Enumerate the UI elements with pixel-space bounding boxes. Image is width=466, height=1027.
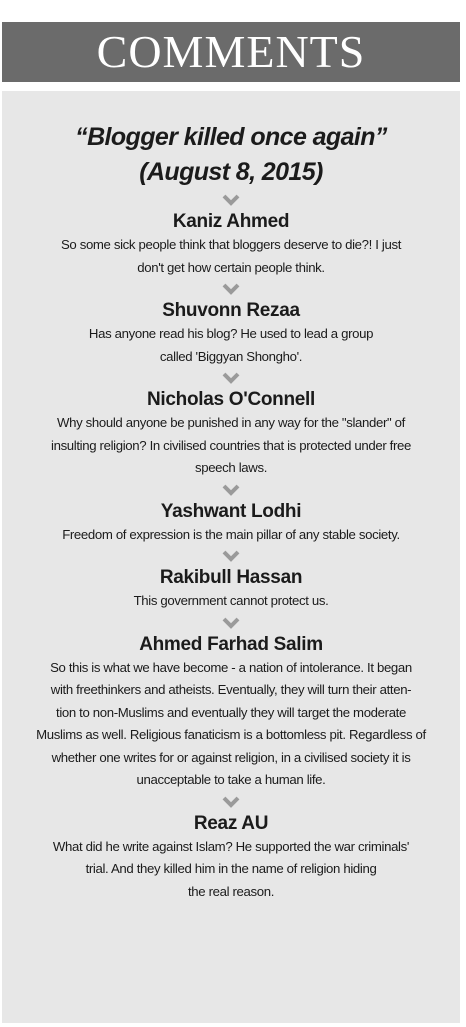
comment-item: [2, 812, 460, 904]
comment-text: [33, 412, 429, 480]
comment-item: [2, 210, 460, 279]
comment-author: Ahmed Farhad Salim: [139, 633, 323, 655]
comment-line: insulting religion? In civilised countries that is protected under free: [51, 437, 411, 453]
chevron-down-icon: [221, 793, 241, 812]
comment-line: with freethinkers and atheists. Eventually, they will turn their atten-: [50, 682, 412, 697]
comment-text: [36, 590, 426, 613]
comment-line: the real reason.: [187, 883, 275, 899]
comment-author: Rakibull Hassan: [159, 567, 303, 588]
chevron-down-icon: [221, 614, 241, 633]
header-title: COMMENTS: [96, 26, 366, 77]
headline-date: (August 8, 2015): [139, 158, 323, 186]
comment-line: Muslims as well. Religious fanaticism is a bottomless pit. Regardless of: [36, 727, 426, 742]
article-headline: [21, 120, 441, 190]
comment-line: Why should anyone be punished in any way for the "slander" of: [57, 415, 405, 430]
comment-item: [2, 566, 460, 613]
comment-line: don't get how certain people think.: [137, 259, 325, 275]
chevron-down-icon: [221, 191, 241, 210]
chevron-down-icon: [221, 481, 241, 500]
comment-line: This government cannot protect us.: [133, 593, 329, 608]
comment-line: Freedom of expression is the main pillar of any stable society.: [62, 526, 400, 542]
chevron-down-icon: [221, 369, 241, 388]
comment-line: whether one writes for or against religion, in a civilised society it is: [51, 749, 411, 765]
comment-line: So this is what we have become - a nation of intolerance. It began: [50, 659, 412, 675]
comment-item: [2, 633, 460, 792]
comment-author: Shuvonn Rezaa: [162, 300, 300, 321]
comment-line: speech laws.: [194, 460, 268, 475]
comment-line: called 'Biggyan Shongho'.: [159, 348, 303, 364]
chevron-down-icon: [221, 280, 241, 299]
comment-text: [36, 234, 426, 279]
comment-text: [36, 323, 426, 368]
comment-line: unacceptable to take a human life.: [136, 772, 326, 787]
comment-line: So some sick people think that bloggers deserve to die?! I just: [60, 237, 402, 252]
comment-author: Nicholas O'Connell: [146, 389, 316, 410]
comment-item: [2, 500, 460, 547]
comment-author: Reaz AU: [193, 812, 269, 834]
comment-item: [2, 388, 460, 480]
comment-line: What did he write against Islam? He supported the war criminals': [52, 838, 410, 854]
comment-text: [36, 524, 426, 547]
comment-line: tion to non-Muslims and eventually they will target the moderate: [56, 704, 406, 720]
comment-author: Kaniz Ahmed: [172, 211, 290, 232]
comment-author: Yashwant Lodhi: [160, 500, 302, 522]
comment-text: [36, 836, 426, 904]
comment-line: trial. And they killed him in the name of religion hiding: [85, 861, 377, 876]
comment-item: [2, 299, 460, 368]
headline-line: “Blogger killed once again”: [75, 123, 387, 151]
comment-line: Has anyone read his blog? He used to lead a group: [88, 326, 374, 341]
comments-panel: [2, 91, 460, 1023]
chevron-down-icon: [221, 547, 241, 566]
comments-header: [2, 22, 460, 82]
comment-text: [33, 657, 429, 792]
